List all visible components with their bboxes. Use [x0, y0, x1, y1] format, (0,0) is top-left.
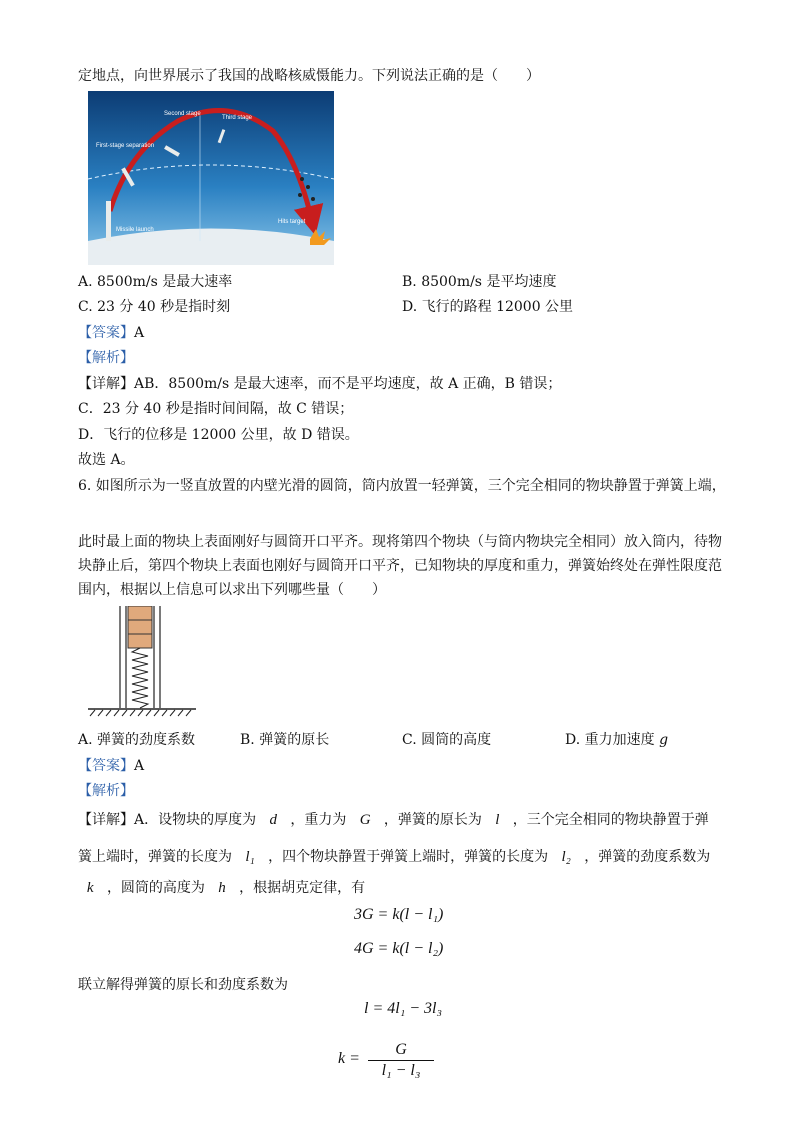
q6-detail-3: k ，圆筒的高度为 h ，根据胡克定律，有 [86, 880, 366, 896]
q5-option-a: A. 8500m/s 是最大速率 [78, 274, 233, 290]
equation-3: l = 4l₁ − 3l₃ [364, 1000, 443, 1017]
target-label: Hits target [278, 219, 306, 225]
q5-detail-3: D．飞行的位移是 12000 公里，故 D 错误。 [78, 427, 359, 443]
q5-conclusion: 故选 A。 [78, 452, 135, 468]
q6-detail-2: 簧上端时，弹簧的长度为 l₁ ，四个物块静置于弹簧上端时，弹簧的长度为 l₂ ，弹簧的劲度系数为 [78, 849, 711, 865]
equation-2: 4G = k(l − l₂) [354, 940, 444, 957]
q6-stem-3: 块静止后，第四个物块上表面也刚好与圆筒开口平齐，已知物块的厚度和重力，弹簧始终处在弹性限度范 [78, 558, 722, 574]
third-stage-label: Third stage [222, 115, 253, 121]
launch-label: Missile launch [116, 227, 154, 233]
equation-1: 3G = k(l − l₁) [354, 906, 444, 923]
q6-stem-1: 6. 如图所示为一竖直放置的内壁光滑的圆筒，筒内放置一轻弹簧，三个完全相同的物块静置于弹簧上端， [78, 478, 726, 494]
q5-option-b: B. 8500m/s 是平均速度 [402, 274, 557, 290]
q5-analysis-tag: 【解析】 [78, 350, 134, 366]
second-stage-label: Second stage [164, 111, 201, 117]
q6-stem-2: 此时最上面的物块上表面刚好与圆筒开口平齐。现将第四个物块（与筒内物块完全相同）放入筒内，待物 [78, 534, 722, 550]
q6-analysis-tag: 【解析】 [78, 783, 134, 799]
first-stage-label: First-stage separation [96, 143, 155, 149]
q5-answer: 【答案】A [78, 325, 145, 341]
q6-answer: 【答案】A [78, 758, 145, 774]
spring-cylinder-figure [88, 606, 198, 720]
q5-option-c: C. 23 分 40 秒是指时刻 [78, 299, 231, 315]
q6-option-d: D. 重力加速度 g [565, 732, 669, 748]
q5-detail-1: 【详解】AB．8500m/s 是最大速率，而不是平均速度，故 A 正确，B 错误； [78, 376, 562, 392]
q5-detail-2: C．23 分 40 秒是指时间间隔，故 C 错误； [78, 401, 354, 417]
fraction-numerator: G [368, 1040, 434, 1061]
fraction-denominator: l₁ − l₃ [381, 1062, 421, 1079]
q6-detail-1: 【详解】A．设物块的厚度为 d ，重力为 G ，弹簧的原长为 l ，三个完全相同的物块静置于弹 [78, 812, 709, 828]
q6-option-c: C. 圆筒的高度 [402, 732, 492, 748]
q6-stem-4: 围内，根据以上信息可以求出下列哪些量（ ） [78, 582, 386, 598]
q6-option-a: A. 弹簧的劲度系数 [78, 732, 196, 748]
equation-4-fraction [368, 1040, 434, 1081]
q6-solve-text: 联立解得弹簧的原长和劲度系数为 [78, 977, 288, 993]
q5-option-d: D. 飞行的路程 12000 公里 [402, 299, 574, 315]
q6-option-b: B. 弹簧的原长 [240, 732, 330, 748]
equation-4-lhs: k = [338, 1050, 360, 1067]
missile-trajectory-figure [88, 91, 334, 265]
q5-stem: 定地点，向世界展示了我国的战略核威慑能力。下列说法正确的是（ ） [78, 68, 540, 84]
